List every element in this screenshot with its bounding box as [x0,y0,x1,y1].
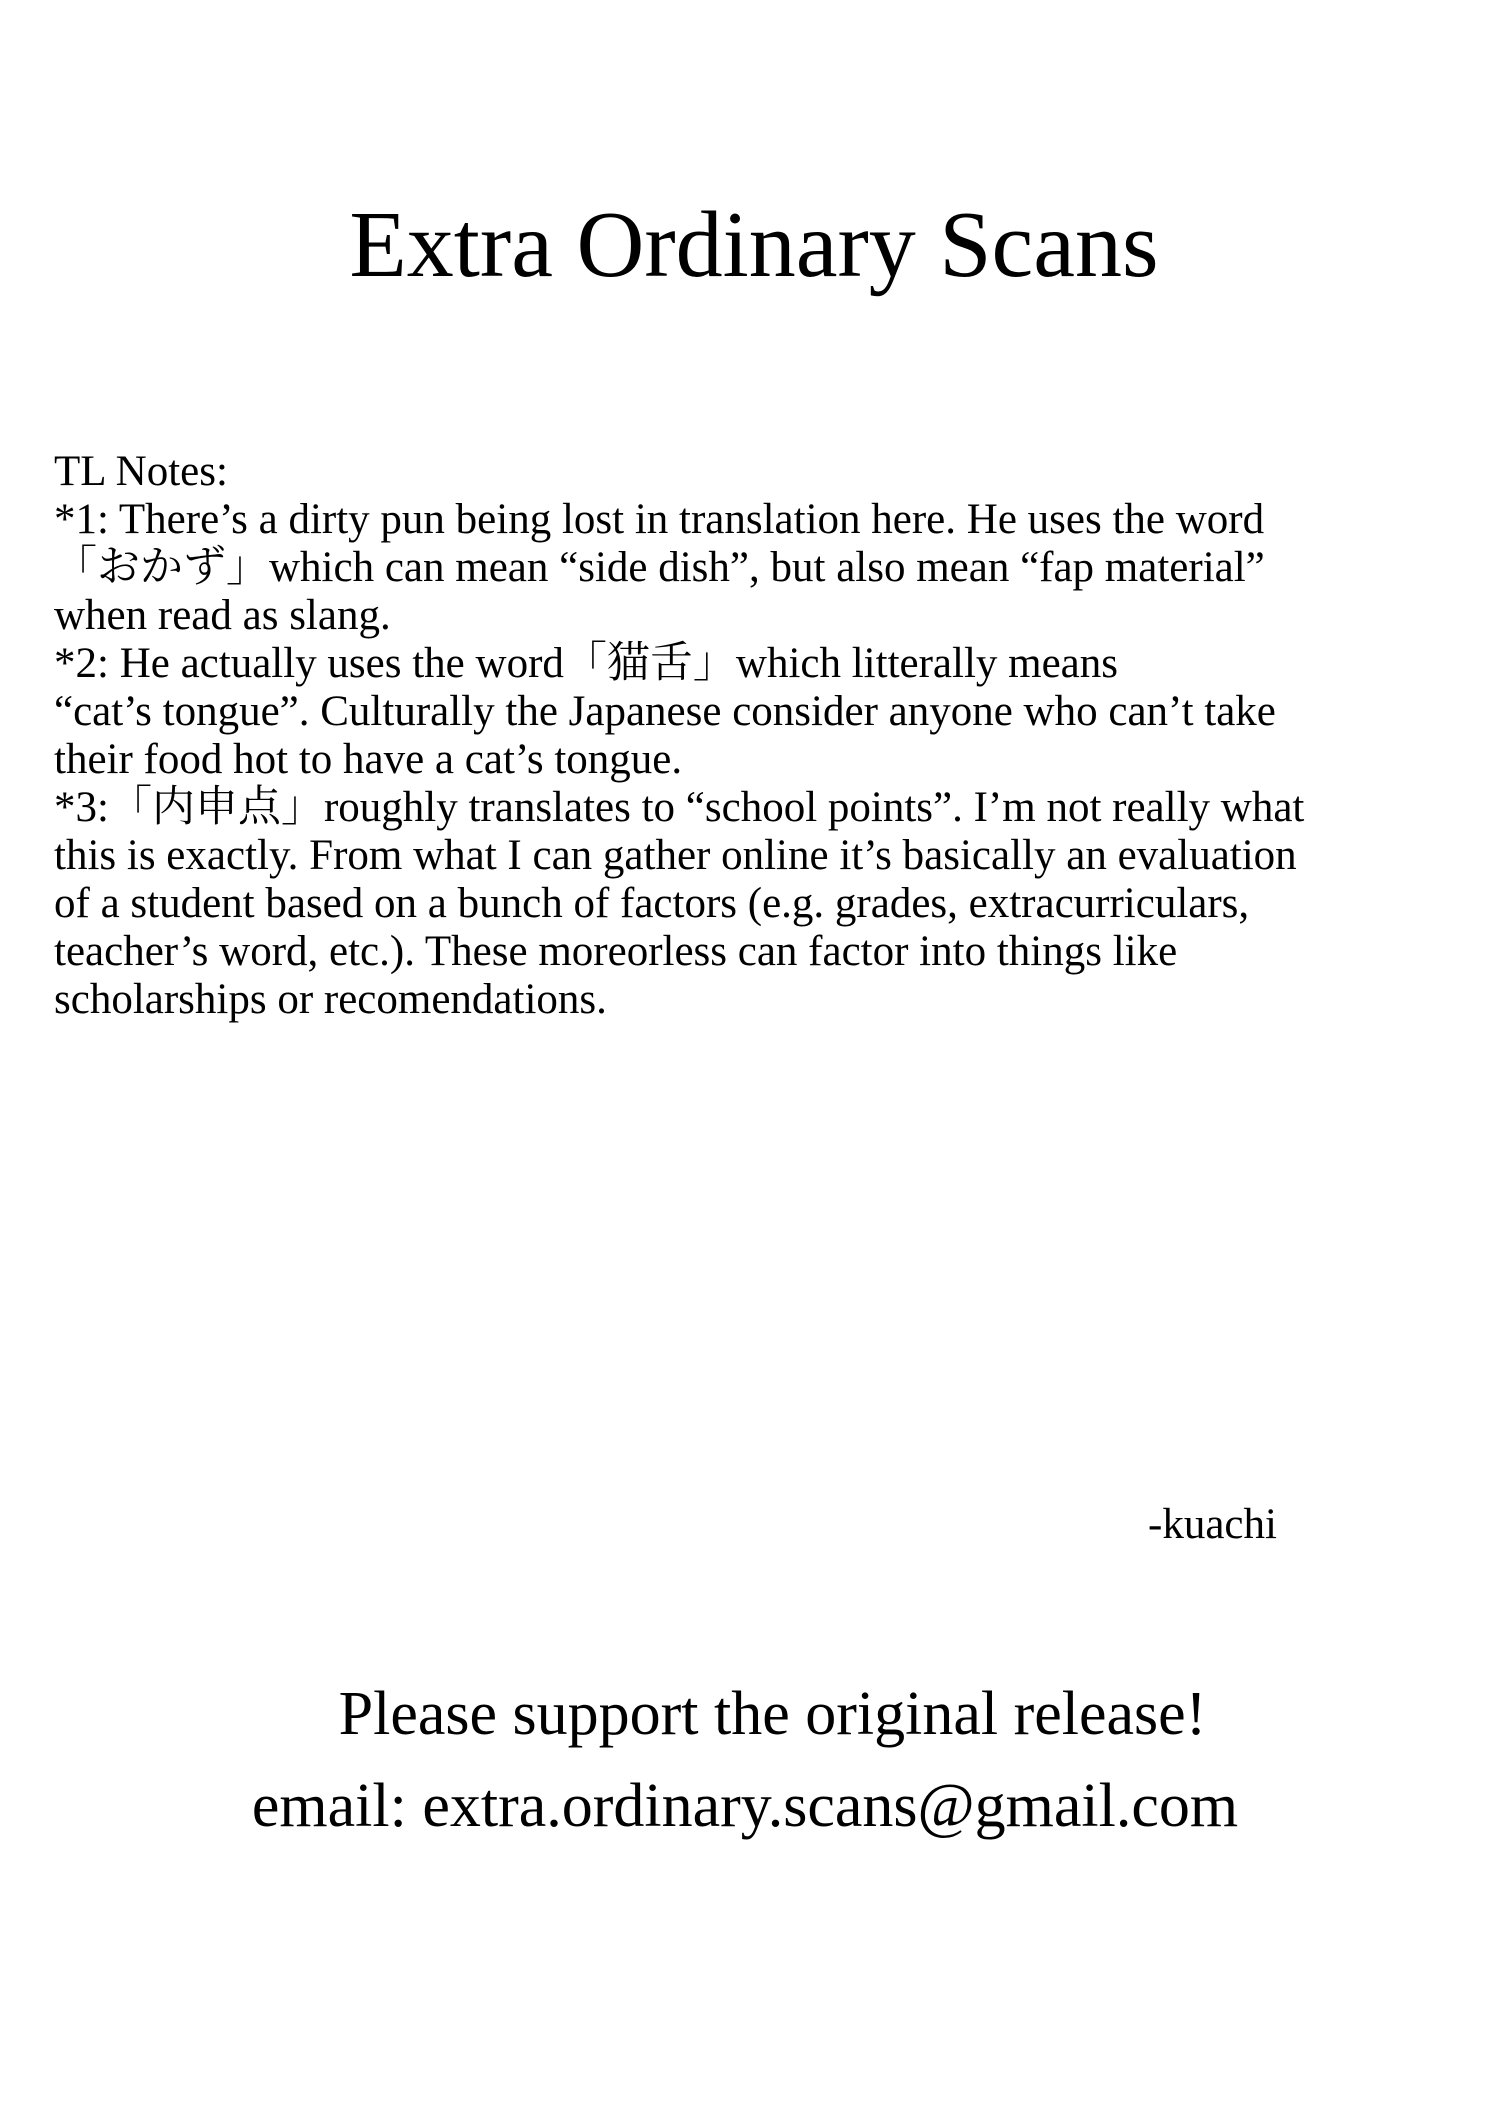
notes-heading: TL Notes: [54,448,228,495]
tl-notes [54,448,1474,1024]
notes-line: their food hot to have a cat’s tongue. [54,736,683,783]
notes-line: *2: He actually uses the word「猫舌」which litterally means [54,640,1118,687]
notes-line: 「おかず」which can mean “side dish”, but also mean “fap material” [54,544,1265,591]
notes-line: “cat’s tongue”. Culturally the Japanese consider anyone who can’t take [54,688,1276,735]
notes-line: this is exactly. From what I can gather online it’s basically an evaluation [54,832,1297,879]
notes-line: of a student based on a bunch of factors (e.g. grades, extracurriculars, [54,880,1250,927]
support-message: Please support the original release! [338,1680,1207,1748]
notes-line: teacher’s word, etc.). These moreorless can factor into things like [54,928,1178,975]
page-title: Extra Ordinary Scans [349,193,1159,297]
notes-line: *3:「内申点」roughly translates to “school points”. I’m not really what [54,784,1305,831]
contact-email: email: extra.ordinary.scans@gmail.com [251,1772,1239,1840]
notes-line: when read as slang. [54,592,391,639]
notes-line: *1: There’s a dirty pun being lost in translation here. He uses the word [54,496,1265,543]
translator-signature: -kuachi [1148,1501,1277,1548]
notes-line: scholarships or recomendations. [54,976,607,1023]
